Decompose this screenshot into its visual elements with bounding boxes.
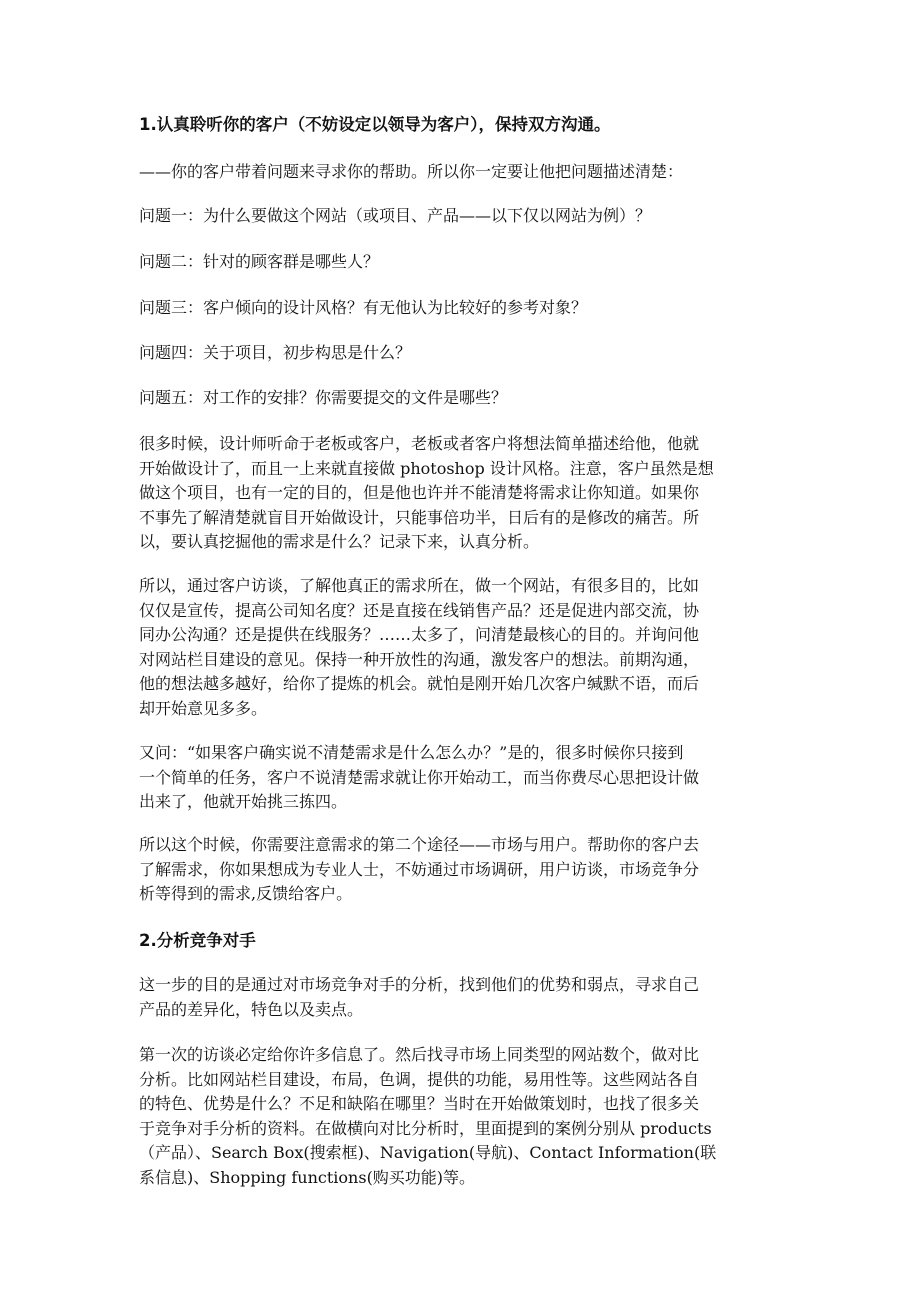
- question-4: 问题四：关于项目，初步构思是什么？: [139, 343, 412, 362]
- section1-paragraph-2: [139, 574, 789, 722]
- paragraph-line: 对网站栏目建设的意见。保持一种开放性的沟通，激发客户的想法。前期沟通，: [139, 649, 700, 669]
- paragraph-line: 所以，通过客户访谈，了解他真正的需求所在，做一个网站，有很多目的，比如: [139, 576, 700, 595]
- paragraph-line: 做这个项目，也有一定的目的，但是他也许并不能清楚将需求让你知道。如果你: [139, 483, 700, 503]
- question-3: 问题三：客户倾向的设计风格？有无他认为比较好的参考对象？: [139, 298, 588, 317]
- paragraph-line: 又问：“如果客户确实说不清楚需求是什么怎么办？”是的，很多时候你只接到: [139, 743, 684, 762]
- paragraph-line: 这一步的目的是通过对市场竞争对手的分析，找到他们的优势和弱点，寻求自己: [139, 975, 700, 994]
- paragraph-line: 产品的差异化，特色以及卖点。: [139, 999, 364, 1019]
- paragraph-line: 第一次的访谈必定给你许多信息了。然后找寻市场上同类型的网站数个，做对比: [139, 1045, 700, 1064]
- section1-heading: 1.认真聆听你的客户（不妨设定以领导为客户），保持双方沟通。: [139, 115, 611, 134]
- paragraph-line: 于竞争对手分析的资料。在做横向对比分析时，里面提到的案例分别从 products: [139, 1118, 712, 1138]
- paragraph-line: 的特色、优势是什么？不足和缺陷在哪里？当时在开始做策划时，也找了很多关: [139, 1094, 700, 1114]
- paragraph-line: 所以这个时候，你需要注意需求的第二个途径——市场与用户。帮助你的客户去: [139, 835, 700, 854]
- question-1: 问题一：为什么要做这个网站（或项目、产品——以下仅以网站为例）？: [139, 206, 652, 225]
- question-2: 问题二：针对的顾客群是哪些人？: [139, 252, 380, 271]
- paragraph-line: 开始做设计了，而且一上来就直接做 photoshop 设计风格。注意，客户虽然是想: [139, 458, 714, 478]
- paragraph-line: 出来了，他就开始挑三拣四。: [139, 792, 348, 812]
- section1-paragraph-3: [139, 741, 789, 815]
- section1-paragraph-4: [139, 833, 789, 907]
- paragraph-line: 很多时候，设计师听命于老板或客户，老板或者客户将想法简单描述给他，他就: [139, 434, 700, 453]
- paragraph-line: 一个简单的任务，客户不说清楚需求就让你开始动工，而当你费尽心思把设计做: [139, 767, 700, 787]
- paragraph-line: 分析。比如网站栏目建设，布局，色调，提供的功能，易用性等。这些网站各自: [139, 1069, 700, 1089]
- paragraph-line: 他的想法越多越好，给你了提炼的机会。就怕是刚开始几次客户缄默不语，而后: [139, 674, 700, 694]
- section1-paragraph-1: [139, 432, 789, 555]
- section2-paragraph-2: [139, 1043, 789, 1191]
- paragraph-line: 同办公沟通？还是提供在线服务？……太多了，问清楚最核心的目的。并询问他: [139, 625, 700, 645]
- paragraph-line: 不事先了解清楚就盲目开始做设计，只能事倍功半，日后有的是修改的痛苦。所: [139, 507, 700, 527]
- question-5: 问题五：对工作的安排？你需要提交的文件是哪些？: [139, 388, 508, 407]
- paragraph-line: 以，要认真挖掘他的需求是什么？记录下来，认真分析。: [139, 532, 540, 552]
- section1-intro: ——你的客户带着问题来寻求你的帮助。所以你一定要让他把问题描述清楚：: [139, 162, 684, 181]
- paragraph-line: 仅仅是宣传，提高公司知名度？还是直接在线销售产品？还是促进内部交流，协: [139, 600, 700, 620]
- paragraph-line: 析等得到的需求,反馈给客户。: [139, 884, 353, 904]
- section2-heading: 2.分析竞争对手: [139, 931, 256, 950]
- paragraph-line: （产品）、Search Box(搜索框)、Navigation(导航)、Contact Information(联: [139, 1143, 717, 1163]
- section2-paragraph-1: [139, 973, 789, 1022]
- paragraph-line: 却开始意见多多。: [139, 698, 268, 718]
- paragraph-line: 了解需求，你如果想成为专业人士，不妨通过市场调研，用户访谈，市场竞争分: [139, 859, 700, 879]
- paragraph-line: 系信息)、Shopping functions(购买功能)等。: [139, 1167, 476, 1187]
